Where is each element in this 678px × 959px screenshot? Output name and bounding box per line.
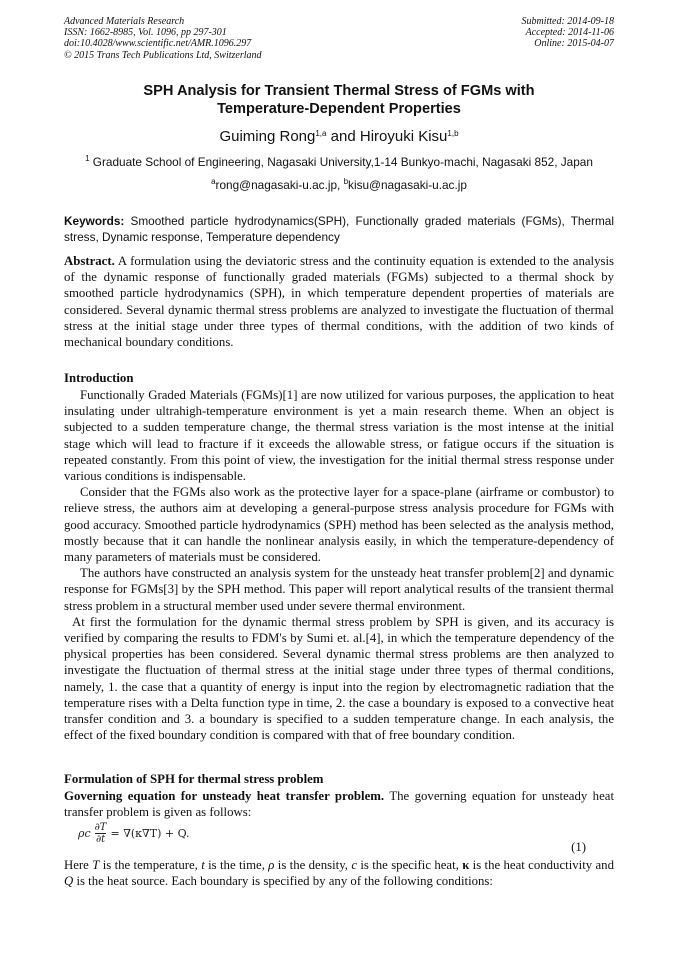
symbol: t xyxy=(201,858,205,872)
paragraph: Consider that the FGMs also work as the protective layer for a space-plane (airframe or combustor) to relieve stress, the authors aim at developing a general-purpose stress analysis procedure for FGMs with good accuracy. Smoothed particle hydrodynamics (SPH) method has been selected as the analysis method, mostly because that it can handle the nonlinear analysis easily, in which the temperature-dependency of many parameters of materials must be considered. xyxy=(64,485,614,565)
equation-lhs: ρc xyxy=(78,827,91,840)
author-emails xyxy=(60,178,618,192)
title-line-1: SPH Analysis for Transient Thermal Stress of FGMs with xyxy=(143,83,535,99)
author-list xyxy=(60,128,618,145)
email-sup: a xyxy=(211,177,216,186)
title-line-2: Temperature-Dependent Properties xyxy=(217,101,461,117)
author-sup: 1,a xyxy=(315,129,327,138)
fraction-numerator: ∂T xyxy=(94,822,107,833)
subsection-text: The governing equation for unsteady heat transfer problem is given as follows: xyxy=(64,789,614,820)
affiliation-text: Graduate School of Engineering, Nagasaki University,1-14 Bunkyo-machi, Nagasaki 852, Japan xyxy=(89,155,593,169)
affiliation-sup: 1 xyxy=(85,154,90,163)
paragraph: At first the formulation for the dynamic thermal stress problem by SPH is given, and its accuracy is verified by comparing the results to FDM's by Sumi et. al.[4], in which the temperature dependency of the physical properties has been considered. Several dynamic thermal stress problems are then analyzed to investigate the fluctuation of thermal stress at the initial stage under three types of thermal conditions, namely, 1. the case that a quantity of energy is input into the region by electromagnetic radiation that the temperature rises with a Delta function type in time, 2. the case a boundary is exposed to a convective heat transfer condition and 3. a boundary is specified to a sudden temperature change. In each analysis, the effect of the fixed boundary condition is compared with that of free boundary condition. xyxy=(64,614,614,743)
author-name: Hiroyuki Kisu xyxy=(359,128,448,145)
journal-header-left xyxy=(64,16,262,61)
symbol: κ xyxy=(462,858,470,872)
email-sup: b xyxy=(343,177,349,186)
paragraph: Functionally Graded Materials (FGMs)[1] are now utilized for various purposes, the application to heat insulating under ultrahigh-temperature environment is yet a main research theme. When an object is subjected to a sudden temperature change, the thermal stress variation is the most intense at the initial stage which will lead to fracture if it exceeds the allowable stress, or fatigue occurs if the situation is repeated constantly. From this point of view, the investigation for the initial thermal stress response under various conditions is indispensable. xyxy=(64,388,614,484)
abstract-label: Abstract. xyxy=(64,254,115,268)
subsection-label: Governing equation for unsteady heat transfer problem. xyxy=(64,789,385,803)
equation-fraction xyxy=(95,822,107,845)
text-run: is the temperature, xyxy=(99,858,202,872)
symbol: Q xyxy=(64,874,74,889)
symbol: T xyxy=(92,858,100,872)
section-heading-introduction: Introduction xyxy=(64,371,134,385)
keywords xyxy=(64,213,614,245)
section-heading-formulation: Formulation of SPH for thermal stress problem xyxy=(64,772,324,786)
doi-line: doi:10.4028/www.scientific.net/AMR.1096.297 xyxy=(64,38,252,50)
text-run: is the time, xyxy=(204,858,269,872)
abstract-text: A formulation using the deviatoric stress and the continuity equation is extended to the analysis of the dynamic response of functionally graded materials (FGMs) subjected to a thermal shock by smoothed particle hydrodynamics (SPH), in which temperature dependent properties of materials are considered. Several dynamic thermal stress problems are analyzed to investigate the fluctuation of thermal stress at the initial stage under three types of thermal conditions, with the addition of two kinds of mechanical boundary conditions. xyxy=(64,254,614,350)
text-run: is the heat source. Each boundary is specified by any of the following conditions: xyxy=(73,874,493,889)
issn-line: ISSN: 1662-8985, Vol. 1096, pp 297-301 xyxy=(64,27,227,39)
author-separator: and xyxy=(326,128,360,145)
journal-name: Advanced Materials Research xyxy=(64,16,185,27)
submitted-date: Submitted: 2014-09-18 xyxy=(521,16,614,27)
author-sup: 1,b xyxy=(447,129,459,138)
symbol: c xyxy=(351,858,357,872)
paper-title xyxy=(60,82,618,118)
fraction-denominator: ∂t xyxy=(95,834,106,845)
subsection-governing-equation xyxy=(64,788,614,820)
online-date: Online: 2015-04-07 xyxy=(534,38,614,50)
keywords-text: Smoothed particle hydrodynamics(SPH), Functionally graded materials (FGMs), Thermal stress, Dynamic response, Temperature dependency xyxy=(64,214,614,244)
equation-explanation xyxy=(64,857,614,889)
equation-1 xyxy=(78,822,190,845)
equation-number: (1) xyxy=(571,840,586,854)
text-run: is the heat conductivity and xyxy=(469,858,614,872)
author-name: Guiming Rong xyxy=(219,128,316,145)
journal-header-right xyxy=(522,16,615,50)
keywords-label: Keywords: xyxy=(64,214,125,228)
abstract xyxy=(64,253,614,350)
copyright-line: © 2015 Trans Tech Publications Ltd, Switzerland xyxy=(64,49,262,61)
symbol: ρ xyxy=(268,858,275,872)
accepted-date: Accepted: 2014-11-06 xyxy=(525,27,614,39)
introduction-body xyxy=(64,387,614,743)
text-run: is the specific heat, xyxy=(357,858,463,872)
text-run: is the density, xyxy=(274,858,352,872)
equation-rhs: = ∇(κ∇T) + Q. xyxy=(110,827,190,840)
text-run: Here xyxy=(64,858,93,872)
email-link[interactable]: kisu@nagasaki-u.ac.jp xyxy=(348,178,467,192)
paragraph: The authors have constructed an analysis system for the unsteady heat transfer problem[2] and dynamic response for FGMs[3] by the SPH method. This paper will report analytical results of the transient thermal stress problem in a structural member used under severe thermal environment. xyxy=(64,566,614,613)
email-link[interactable]: rong@nagasaki-u.ac.jp, xyxy=(215,178,344,192)
affiliation xyxy=(60,155,618,169)
